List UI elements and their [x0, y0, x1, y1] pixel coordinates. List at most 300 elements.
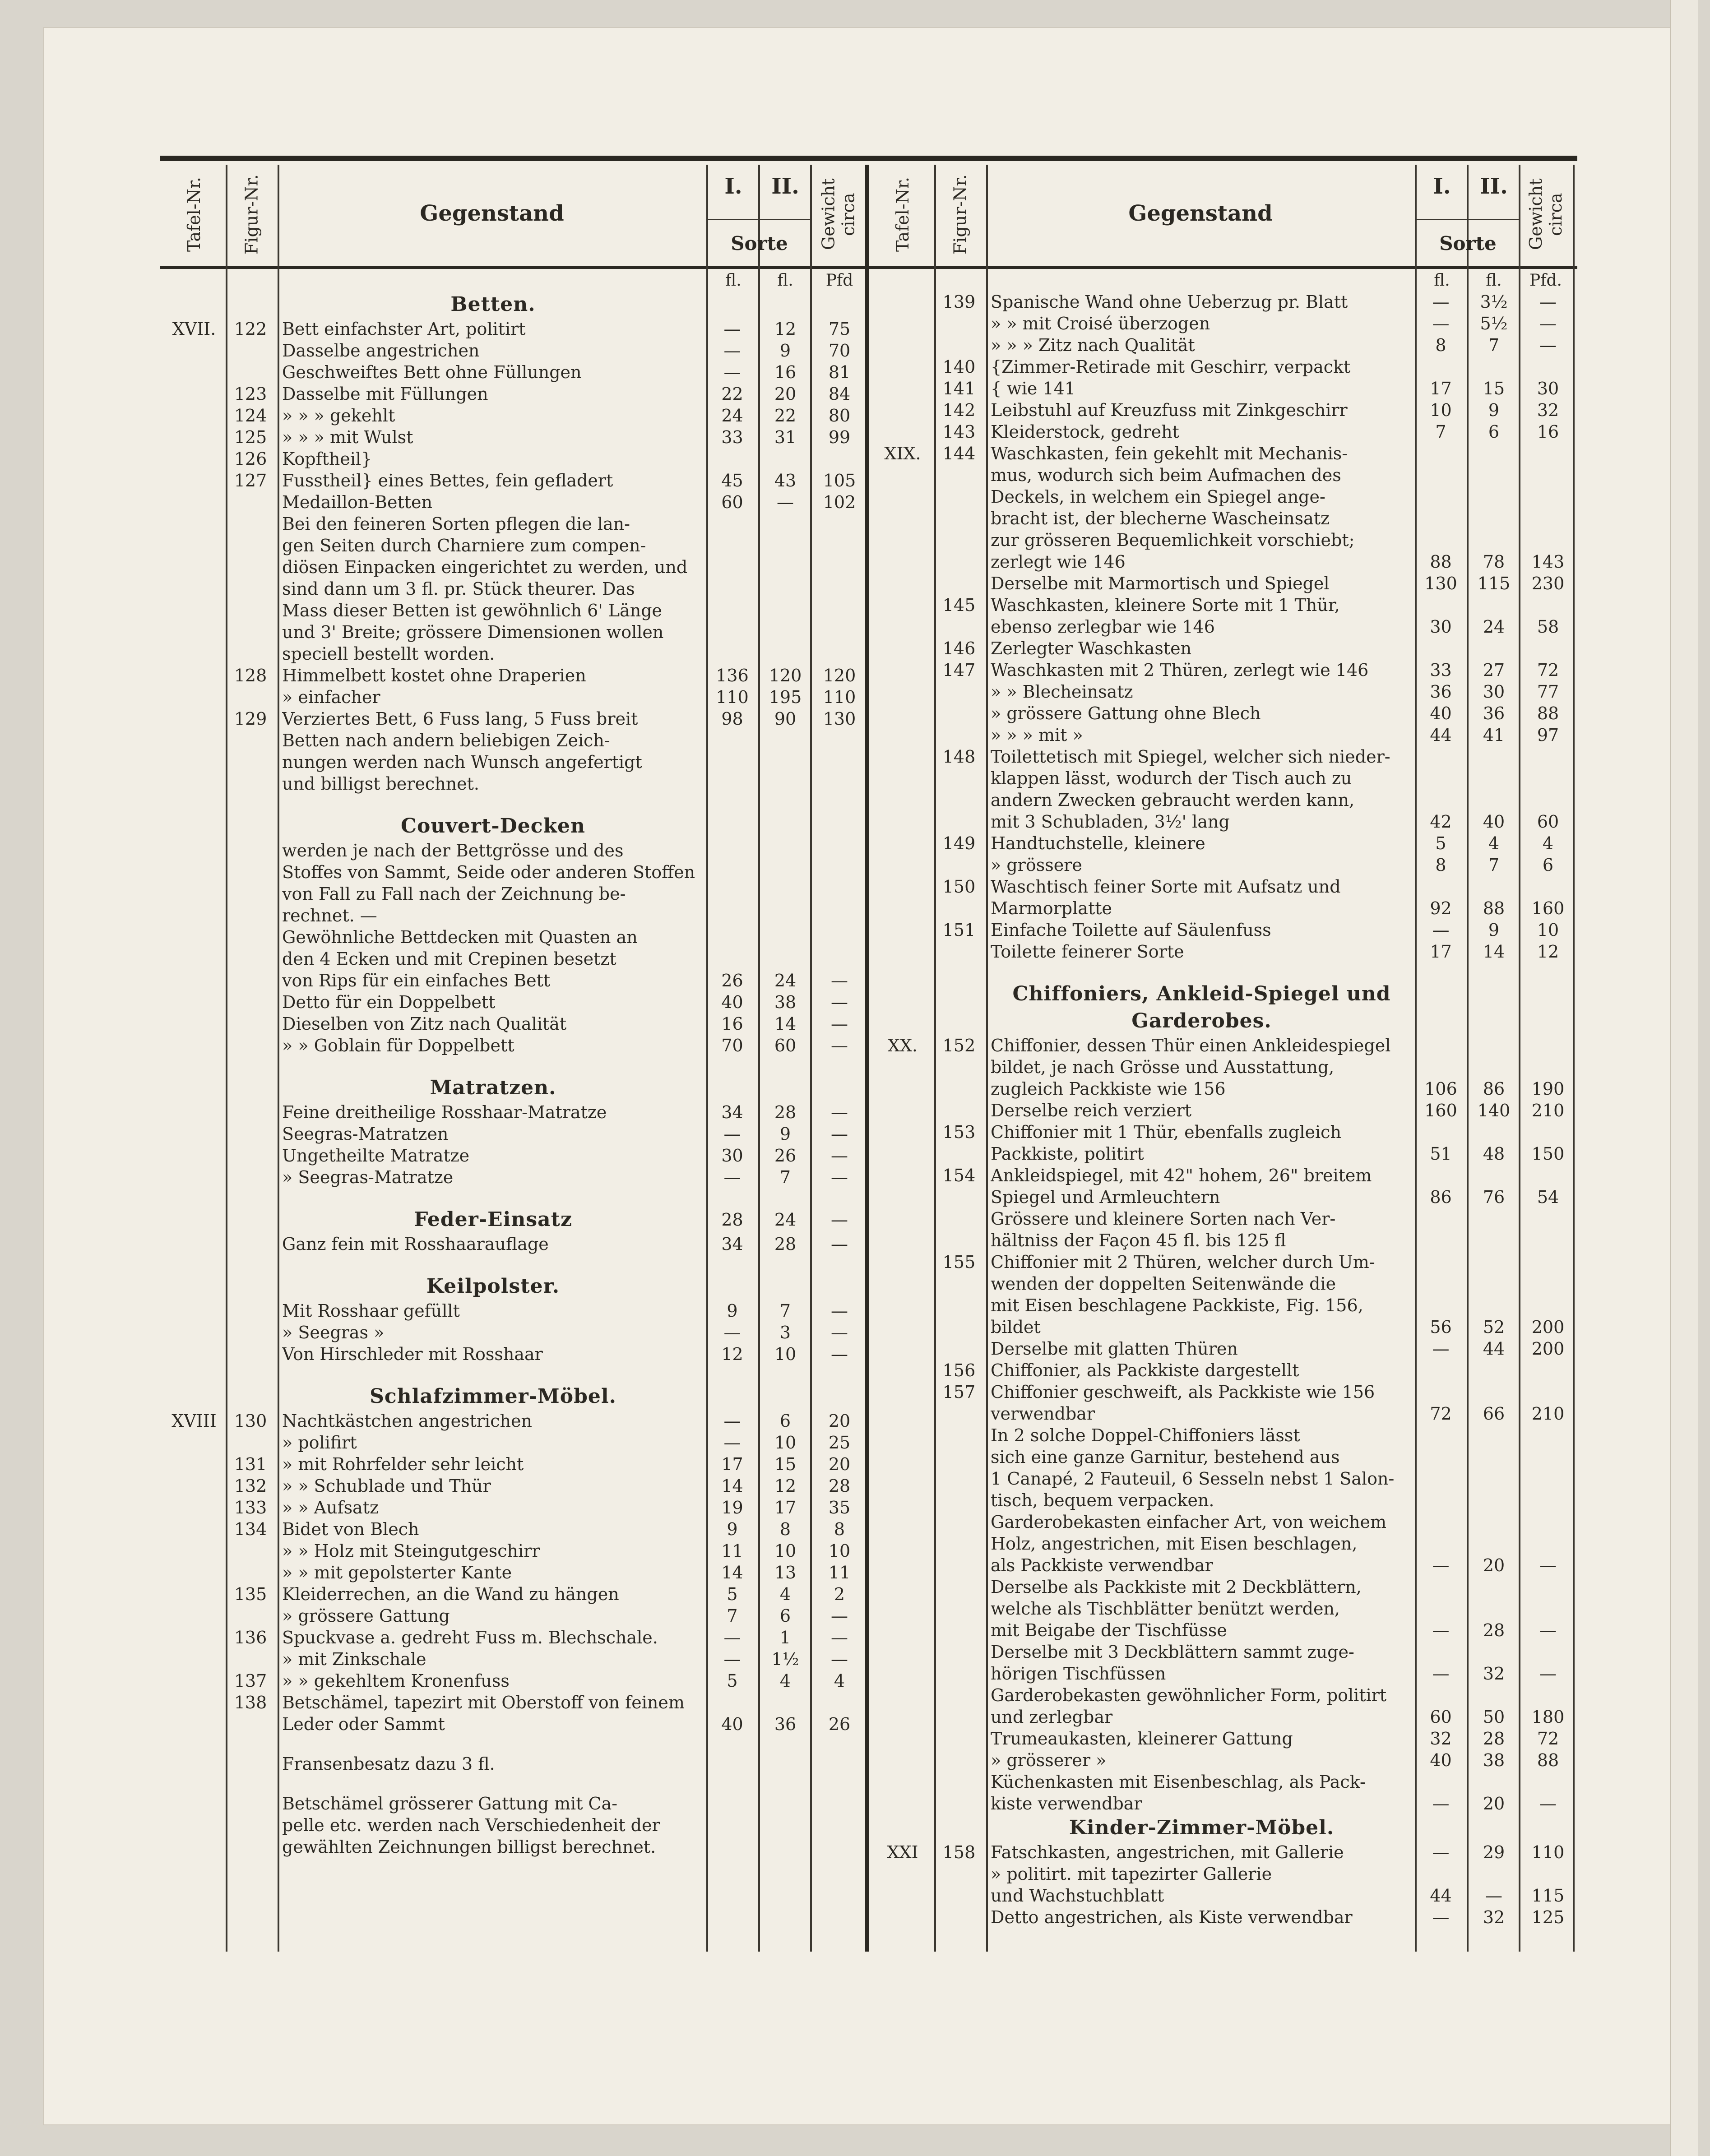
table-row: [869, 1771, 1577, 1793]
description-cell: Kinder-Zimmer-Möbel.: [1069, 1816, 1335, 1839]
weight-cell: —: [831, 1344, 848, 1364]
sorte-ii-price: 15: [1483, 379, 1505, 398]
figur-cell: 157: [942, 1382, 976, 1402]
sorte-ii-price: 140: [1477, 1101, 1511, 1120]
description-cell: Derselbe als Packkiste mit 2 Deckblättern,: [991, 1577, 1362, 1597]
weight-cell: 77: [1537, 682, 1559, 702]
weight-cell: 10: [1537, 920, 1559, 940]
table-row: [869, 659, 1577, 681]
sorte-i-price: 40: [721, 992, 743, 1012]
sorte-ii-price: 4: [779, 1584, 791, 1604]
table-row: [869, 1749, 1577, 1771]
figur-cell: 136: [234, 1628, 267, 1647]
weight-cell: —: [1539, 1794, 1557, 1814]
figur-cell: 137: [234, 1671, 267, 1691]
sorte-ii-price: 15: [774, 1454, 797, 1474]
sorte-i-price: 22: [721, 384, 743, 404]
figur-cell: 155: [942, 1252, 976, 1272]
description-cell: Ungetheilte Matratze: [282, 1146, 470, 1166]
description-cell: » grössere Gattung: [282, 1606, 450, 1626]
table-row: [869, 1338, 1577, 1360]
figur-cell: 152: [942, 1036, 976, 1055]
table-row: [160, 318, 869, 340]
table-row: [160, 1713, 869, 1735]
description-cell: wenden der doppelten Seitenwände die: [991, 1274, 1336, 1294]
weight-cell: —: [831, 1301, 848, 1321]
top-rule: [160, 156, 1577, 161]
sorte-i-price: 8: [1435, 855, 1446, 875]
description-cell: Dasselbe angestrichen: [282, 341, 480, 361]
description-cell: und billigst berechnet.: [282, 774, 479, 794]
table-row: [869, 1360, 1577, 1381]
sorte-i-header: I.: [1433, 174, 1451, 199]
sorte-ii-price: 5½: [1480, 314, 1508, 333]
description-cell: mit 3 Schubladen, 3½' lang: [991, 812, 1230, 832]
sorte-ii-price: 24: [774, 971, 797, 990]
figur-cell: 140: [942, 357, 976, 377]
description-cell: Dasselbe mit Füllungen: [282, 384, 488, 404]
table-row: [869, 1555, 1577, 1576]
description-cell: » einfacher: [282, 687, 380, 707]
description-cell: » » gekehltem Kronenfuss: [282, 1671, 510, 1691]
figur-cell: 154: [942, 1166, 976, 1185]
sorte-ii-price: 14: [1483, 942, 1505, 962]
sorte-ii-price: 195: [769, 687, 802, 707]
price-table: [160, 156, 1577, 1961]
sorte-i-price: 98: [721, 709, 743, 729]
gewicht-header: Gewicht circa: [1526, 178, 1566, 250]
sorte-ii-price: 88: [1483, 898, 1505, 918]
tafel-cell: XIX.: [884, 444, 921, 463]
figur-header: Figur-Nr.: [950, 174, 970, 254]
tafel-header: Tafel-Nr.: [893, 177, 913, 252]
table-row: [160, 905, 869, 926]
figur-cell: 135: [234, 1584, 267, 1604]
section-heading: [160, 1383, 869, 1410]
weight-cell: —: [1539, 335, 1557, 355]
description-cell: In 2 solche Doppel-Chiffoniers lässt: [991, 1425, 1300, 1445]
sorte-ii-price: 115: [1477, 574, 1511, 593]
gegenstand-header: Gegenstand: [420, 201, 564, 226]
description-cell: Deckels, in welchem ein Spiegel ange-: [991, 487, 1325, 507]
description-cell: Trumeaukasten, kleinerer Gattung: [991, 1729, 1293, 1749]
sorte-ii-price: 7: [1488, 335, 1500, 355]
table-row: [869, 1121, 1577, 1143]
description-cell: gewählten Zeichnungen billigst berechnet.: [282, 1837, 656, 1857]
table-row: [160, 883, 869, 905]
description-cell: Gewöhnliche Bettdecken mit Quasten an: [282, 927, 638, 947]
description-cell: von Rips für ein einfaches Bett: [282, 971, 551, 990]
table-row: [160, 470, 869, 491]
table-row: [160, 1562, 869, 1583]
description-cell: Betten.: [450, 293, 536, 316]
weight-cell: —: [831, 1146, 848, 1166]
sorte-ii-price: 9: [1488, 400, 1500, 420]
sorte-i-price: 7: [1435, 422, 1446, 442]
sorte-ii-price: 9: [779, 341, 791, 361]
description-cell: Einfache Toilette auf Säulenfuss: [991, 920, 1271, 940]
sorte-i-price: 32: [1430, 1729, 1452, 1749]
right-column-rows: [869, 291, 1577, 1928]
table-row: [869, 746, 1577, 768]
figur-cell: 142: [942, 400, 976, 420]
description-cell: » » Aufsatz: [282, 1498, 379, 1518]
weight-cell: —: [1539, 292, 1557, 312]
sorte-i-price: —: [1432, 1555, 1450, 1575]
sorte-ii-price: 9: [779, 1124, 791, 1144]
description-cell: Seegras-Matratzen: [282, 1124, 449, 1144]
sorte-i-price: 30: [1430, 617, 1452, 637]
tafel-cell: XX.: [887, 1036, 918, 1055]
table-row: [869, 1165, 1577, 1186]
sorte-i-price: —: [723, 341, 741, 361]
sorte-ii-price: 1: [779, 1628, 791, 1647]
sorte-ii-price: 32: [1483, 1664, 1505, 1684]
weight-cell: 190: [1531, 1079, 1565, 1099]
sorte-i-price: 11: [721, 1541, 743, 1561]
description-cell: » politirt. mit tapezirter Gallerie: [991, 1864, 1272, 1884]
weight-cell: 97: [1537, 725, 1559, 745]
table-row: [869, 1100, 1577, 1121]
sorte-ii-price: 76: [1483, 1187, 1505, 1207]
table-row: [160, 340, 869, 361]
description-cell: Schlafzimmer-Möbel.: [370, 1385, 616, 1408]
description-cell: Garderobes.: [1131, 1009, 1272, 1032]
spacer: [160, 1056, 869, 1074]
sorte-i-price: —: [1432, 920, 1450, 940]
table-row: [160, 991, 869, 1013]
description-cell: Waschkasten mit 2 Thüren, zerlegt wie 146: [991, 660, 1369, 680]
table-row: [160, 491, 869, 513]
description-cell: kiste verwendbar: [991, 1794, 1142, 1814]
weight-cell: 60: [1537, 812, 1559, 832]
table-row: [869, 508, 1577, 529]
figur-cell: 127: [234, 471, 267, 490]
sorte-ii-price: 4: [1488, 833, 1500, 853]
table-row: [160, 1432, 869, 1453]
table-row: [869, 811, 1577, 833]
weight-cell: 88: [1537, 703, 1559, 723]
weight-cell: 16: [1537, 422, 1559, 442]
sorte-ii-price: 30: [1483, 682, 1505, 702]
sorte-i-price: 86: [1430, 1187, 1452, 1207]
table-row: [869, 399, 1577, 421]
table-row: [869, 1273, 1577, 1295]
description-cell: Bei den feineren Sorten pflegen die lan-: [282, 514, 630, 534]
sorte-ii-price: 86: [1483, 1079, 1505, 1099]
description-cell: als Packkiste verwendbar: [991, 1555, 1213, 1575]
unit-pfd: Pfd.: [1529, 271, 1562, 290]
tafel-header: Tafel-Nr.: [184, 177, 204, 252]
description-cell: » grösserer »: [991, 1750, 1107, 1770]
figur-cell: 134: [234, 1519, 267, 1539]
description-cell: Verziertes Bett, 6 Fuss lang, 5 Fuss breit: [282, 709, 638, 729]
table-row: [869, 854, 1577, 876]
table-row: [160, 1497, 869, 1518]
table-row: [869, 1056, 1577, 1078]
sorte-i-price: —: [1432, 1664, 1450, 1684]
table-row: [160, 1233, 869, 1255]
sorte-i-price: 5: [727, 1671, 738, 1691]
weight-cell: 70: [828, 341, 851, 361]
sorte-i-price: 72: [1430, 1404, 1452, 1424]
description-cell: bracht ist, der blecherne Wascheinsatz: [991, 509, 1330, 528]
sorte-i-price: 36: [1430, 682, 1452, 702]
sorte-ii-price: 120: [769, 666, 802, 685]
sorte-ii-price: 44: [1483, 1339, 1505, 1359]
sorte-i-price: 60: [1430, 1707, 1452, 1727]
weight-cell: 11: [828, 1563, 851, 1582]
weight-cell: 4: [1542, 833, 1554, 853]
sorte-ii-price: 7: [779, 1301, 791, 1321]
description-cell: » mit Zinkschale: [282, 1649, 426, 1669]
description-cell: mus, wodurch sich beim Aufmachen des: [991, 465, 1341, 485]
description-cell: Marmorplatte: [991, 898, 1112, 918]
table-row: [160, 665, 869, 686]
table-row: [160, 1518, 869, 1540]
table-row: [160, 708, 869, 730]
sorte-header: Sorte: [731, 232, 788, 254]
table-row: [869, 486, 1577, 508]
description-cell: Zerlegter Waschkasten: [991, 638, 1192, 658]
description-cell: pelle etc. werden nach Verschiedenheit der: [282, 1815, 660, 1835]
table-row: [160, 751, 869, 773]
table-row: [869, 703, 1577, 724]
figur-cell: 150: [942, 877, 976, 897]
table-row: [160, 1540, 869, 1562]
description-cell: Fatschkasten, angestrichen, mit Gallerie: [991, 1842, 1344, 1862]
unit-pfd: Pfd: [825, 271, 853, 290]
sorte-i-price: 106: [1424, 1079, 1457, 1099]
description-cell: Couvert-Decken: [400, 814, 586, 837]
table-row: [160, 970, 869, 991]
sorte-ii-price: 3½: [1480, 292, 1508, 312]
weight-cell: —: [831, 1102, 848, 1122]
table-row: [869, 1511, 1577, 1533]
figur-cell: 130: [234, 1411, 267, 1431]
description-cell: Waschkasten, fein gekehlt mit Mechanis-: [991, 444, 1348, 463]
description-cell: rechnet. —: [282, 906, 377, 925]
weight-cell: 72: [1537, 660, 1559, 680]
description-cell: zerlegt wie 146: [991, 552, 1126, 572]
sorte-ii-price: 26: [774, 1146, 797, 1166]
table-row: [869, 1251, 1577, 1273]
weight-cell: 210: [1531, 1404, 1565, 1424]
table-row: [869, 594, 1577, 616]
sorte-i-price: 60: [721, 492, 743, 512]
figur-cell: 129: [234, 709, 267, 729]
sorte-i-price: —: [1432, 1907, 1450, 1927]
figur-cell: 128: [234, 666, 267, 685]
weight-cell: —: [831, 1014, 848, 1034]
sorte-i-price: 19: [721, 1498, 743, 1518]
description-cell: Waschtisch feiner Sorte mit Aufsatz und: [991, 877, 1341, 897]
table-row: [869, 876, 1577, 898]
table-row: [869, 1885, 1577, 1906]
sorte-ii-price: 28: [1483, 1620, 1505, 1640]
sorte-i-price: 17: [1430, 942, 1452, 962]
sorte-i-price: 10: [1430, 400, 1452, 420]
table-row: [160, 1101, 869, 1123]
description-cell: Chiffonier geschweift, als Packkiste wie 156: [991, 1382, 1375, 1402]
table-row: [869, 1863, 1577, 1885]
weight-cell: —: [831, 1210, 848, 1230]
weight-cell: 20: [828, 1454, 851, 1474]
table-row: [869, 291, 1577, 313]
table-row: [160, 383, 869, 405]
table-row: [160, 578, 869, 600]
weight-cell: 10: [828, 1541, 851, 1561]
sorte-ii-price: 9: [1488, 920, 1500, 940]
table-row: [869, 1035, 1577, 1056]
tafel-cell: XVIII: [171, 1411, 217, 1431]
figur-cell: 122: [234, 319, 267, 339]
table-row: [160, 1814, 869, 1836]
sorte-i-price: 42: [1430, 812, 1452, 832]
weight-cell: 180: [1531, 1707, 1565, 1727]
sorte-ii-price: 20: [1483, 1555, 1505, 1575]
table-row: [869, 356, 1577, 378]
description-cell: Dieselben von Zitz nach Qualität: [282, 1014, 567, 1034]
description-cell: » polifirt: [282, 1433, 357, 1453]
description-cell: Spiegel und Armleuchtern: [991, 1187, 1220, 1207]
sorte-ii-price: 27: [1483, 660, 1505, 680]
figur-cell: 151: [942, 920, 976, 940]
sorte-i-price: 14: [721, 1476, 743, 1496]
description-cell: 1 Canapé, 2 Fauteuil, 6 Sesseln nebst 1 Salon-: [991, 1469, 1395, 1489]
description-cell: und Wachstuchblatt: [991, 1886, 1164, 1906]
description-cell: » » Goblain für Doppelbett: [282, 1036, 514, 1055]
figur-cell: 146: [942, 638, 976, 658]
sorte-ii-price: 50: [1483, 1707, 1505, 1727]
table-row: [869, 1793, 1577, 1814]
sorte-i-price: 44: [1430, 1886, 1452, 1906]
description-cell: werden je nach der Bettgrösse und des: [282, 841, 624, 861]
description-cell: bildet: [991, 1317, 1041, 1337]
weight-cell: —: [831, 1124, 848, 1144]
description-cell: hältniss der Façon 45 fl. bis 125 fl: [991, 1231, 1286, 1250]
section-heading: [160, 291, 869, 318]
table-row: [160, 686, 869, 708]
figur-cell: 139: [942, 292, 976, 312]
table-row: [160, 1583, 869, 1605]
table-row: [869, 898, 1577, 919]
description-cell: Spanische Wand ohne Ueberzug pr. Blatt: [991, 292, 1348, 312]
sorte-i-price: 40: [721, 1714, 743, 1734]
description-cell: diösen Einpacken eingerichtet zu werden, und: [282, 557, 688, 577]
table-row: [869, 1906, 1577, 1928]
sorte-i-price: —: [723, 319, 741, 339]
table-row: [160, 926, 869, 948]
sorte-ii-price: 32: [1483, 1907, 1505, 1927]
sorte-ii-price: 40: [1483, 812, 1505, 832]
sorte-i-price: 34: [721, 1102, 743, 1122]
weight-cell: —: [1539, 314, 1557, 333]
description-cell: mit Eisen beschlagene Packkiste, Fig. 156,: [991, 1295, 1363, 1315]
table-row: [869, 1186, 1577, 1208]
figur-cell: 143: [942, 422, 976, 442]
weight-cell: —: [831, 1649, 848, 1669]
sorte-i-price: 160: [1424, 1101, 1457, 1120]
sorte-ii-price: 20: [774, 384, 797, 404]
table-row: [869, 1425, 1577, 1446]
sorte-ii-price: 52: [1483, 1317, 1505, 1337]
sorte-ii-price: 4: [779, 1671, 791, 1691]
weight-cell: —: [831, 971, 848, 990]
sorte-ii-price: —: [1485, 1886, 1502, 1906]
table-row: [869, 313, 1577, 334]
weight-cell: —: [831, 1036, 848, 1055]
sorte-i-header: I.: [724, 174, 742, 199]
sorte-i-price: 70: [721, 1036, 743, 1055]
table-row: [160, 426, 869, 448]
table-row: [869, 1490, 1577, 1511]
table-row: [160, 1692, 869, 1713]
table-row: [869, 681, 1577, 703]
sorte-ii-price: 22: [774, 406, 797, 426]
sorte-i-price: 51: [1430, 1144, 1452, 1164]
description-cell: » » » Zitz nach Qualität: [991, 335, 1195, 355]
sorte-i-price: —: [723, 1167, 741, 1187]
sorte-i-price: 56: [1430, 1317, 1452, 1337]
description-cell: Chiffonier, dessen Thür einen Ankleidespiegel: [991, 1036, 1391, 1055]
weight-cell: 72: [1537, 1729, 1559, 1749]
sorte-ii-price: 28: [774, 1102, 797, 1122]
table-row: [869, 789, 1577, 811]
table-row: [869, 941, 1577, 962]
table-row: [160, 1670, 869, 1692]
description-cell: Kleiderrechen, an die Wand zu hängen: [282, 1584, 619, 1604]
table-row: [160, 730, 869, 751]
description-cell: andern Zwecken gebraucht werden kann,: [991, 790, 1355, 810]
table-row: [869, 1468, 1577, 1490]
table-row: [869, 573, 1577, 594]
description-cell: klappen lässt, wodurch der Tisch auch zu: [991, 768, 1352, 788]
table-row: [160, 643, 869, 665]
table-row: [160, 861, 869, 883]
table-row: [869, 378, 1577, 399]
weight-cell: 80: [828, 406, 851, 426]
description-cell: Himmelbett kostet ohne Draperien: [282, 666, 586, 685]
description-cell: Derselbe mit 3 Deckblättern sammt zuge-: [991, 1642, 1354, 1662]
table-row: [160, 621, 869, 643]
table-row: [869, 1295, 1577, 1316]
description-cell: sich eine ganze Garnitur, bestehend aus: [991, 1447, 1340, 1467]
description-cell: » » Blecheinsatz: [991, 682, 1133, 702]
description-cell: sind dann um 3 fl. pr. Stück theurer. Das: [282, 579, 635, 599]
sorte-i-price: 44: [1430, 725, 1452, 745]
sorte-i-price: 33: [1430, 660, 1452, 680]
sorte-ii-price: 3: [779, 1323, 791, 1342]
description-cell: » » » mit »: [991, 725, 1083, 745]
figur-cell: 158: [942, 1842, 976, 1862]
spacer: [160, 795, 869, 813]
description-cell: Ankleidspiegel, mit 42" hohem, 26" breitem: [991, 1166, 1372, 1185]
description-cell: Leibstuhl auf Kreuzfuss mit Zinkgeschirr: [991, 400, 1348, 420]
figur-cell: 123: [234, 384, 267, 404]
table-row: [160, 513, 869, 535]
section-heading: [869, 981, 1577, 1008]
description-cell: Bidet von Blech: [282, 1519, 419, 1539]
table-row: [160, 1166, 869, 1188]
table-row: [160, 1123, 869, 1145]
sorte-ii-price: 6: [779, 1606, 791, 1626]
table-row: [869, 616, 1577, 638]
description-cell: ebenso zerlegbar wie 146: [991, 617, 1215, 637]
description-cell: Kopftheil}: [282, 449, 372, 469]
table-row: [869, 1533, 1577, 1555]
description-cell: tisch, bequem verpacken.: [991, 1490, 1214, 1510]
